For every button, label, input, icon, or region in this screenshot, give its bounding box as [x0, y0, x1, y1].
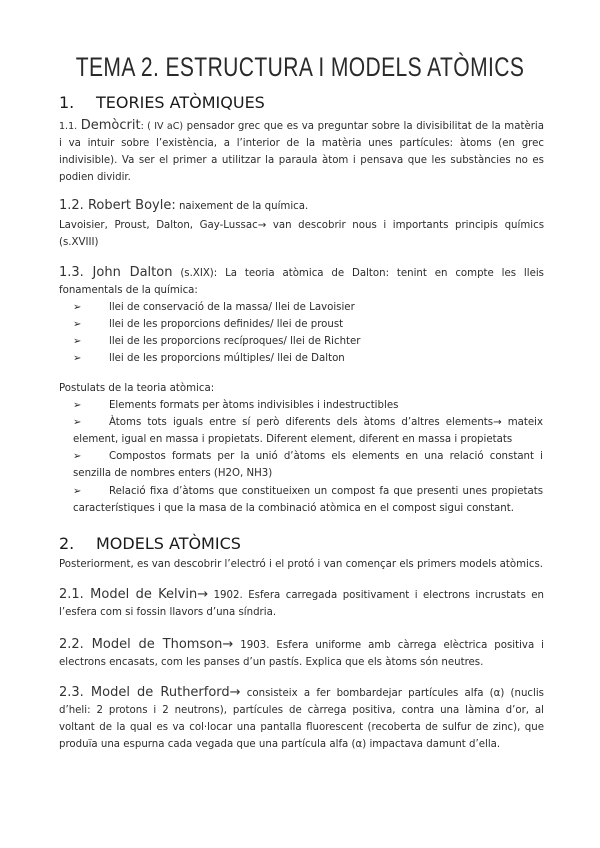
boyle-paragraph: Lavoisier, Proust, Dalton, Gay-Lussac→ van descobrir nous i importants principis químics (s.XVIII): [59, 220, 544, 248]
list-item: [73, 414, 543, 448]
arrow-bullet-icon: ➢: [73, 417, 82, 428]
arrow-bullet-icon: ➢: [73, 302, 82, 313]
law-text: llei de les proporcions recíproques/ llei de Richter: [109, 336, 361, 347]
list-item: [73, 397, 543, 414]
models-intro: Posteriorment, es van descobrir l’electró i el protó i van començar els primers models atòmics.: [59, 559, 544, 570]
thomson-paragraph: [59, 636, 544, 671]
list-item: [73, 448, 543, 482]
arrow-bullet-icon: ➢: [73, 400, 82, 411]
dalton-date: (s.XIX):: [172, 268, 218, 279]
postulate-text: Elements formats per àtoms indivisibles i indestructibles: [109, 400, 399, 411]
boyle-heading: [59, 197, 544, 215]
dalton-text: La teoria atòmica de Dalton: tenint en compte les lleis fonamentals de la química:: [59, 268, 544, 296]
postulate-text: Relació fixa d’àtoms que constitueixen un compost fa que presenti unes propietats característiques i que la masa de la combinació atòmica en el compost sigui constant.: [73, 486, 543, 514]
arrow-bullet-icon: ➢: [73, 353, 82, 364]
page-title: TEMA 2. ESTRUCTURA I MODELS ATÒMICS: [75, 52, 525, 82]
list-item: [73, 316, 543, 333]
section-2-heading: [59, 534, 241, 553]
arrow-bullet-icon: ➢: [73, 319, 82, 330]
thomson-year: 1903.: [233, 640, 270, 651]
arrow-bullet-icon: ➢: [73, 486, 82, 497]
democrit-paragraph: [59, 117, 544, 186]
list-item: [73, 333, 543, 350]
section-2-number: 2.: [59, 534, 75, 553]
list-item: [73, 350, 543, 367]
kelvin-text: Esfera carregada positivament i electrons incrustats en l’esfera com si fossin llavors d’una síndria.: [59, 590, 544, 618]
democrit-number: 1.1.: [59, 121, 78, 132]
democrit-date: : ( IV aC): [140, 121, 184, 132]
list-item: [73, 299, 543, 316]
section-1-heading: [59, 93, 265, 112]
section-1-number: 1.: [59, 93, 75, 112]
rutherford-name: 2.3. Model de Rutherford→: [59, 685, 241, 700]
postulates-intro: Postulats de la teoria atòmica:: [59, 383, 215, 394]
boyle-note: naixement de la química.: [175, 201, 309, 212]
law-text: llei de les proporcions múltiples/ llei de Dalton: [109, 353, 345, 364]
kelvin-name: 2.1. Model de Kelvin→: [59, 587, 209, 602]
thomson-name: 2.2. Model de Thomson→: [59, 637, 234, 652]
section-2-title: MODELS ATÒMICS: [96, 534, 241, 553]
thomson-text: Esfera uniforme amb càrrega elèctrica positiva i electrons encasats, com les panses d’un pastís. Explica que els àtoms són neutres.: [59, 640, 544, 668]
postulate-text: Compostos formats per la unió d’àtoms els elements en una relació constant i senzilla de nombres enters (H2O, NH3): [73, 451, 543, 479]
section-1-title: TEORIES ATÒMIQUES: [96, 93, 265, 112]
rutherford-paragraph: [59, 684, 544, 753]
kelvin-year: 1902.: [208, 590, 243, 601]
dalton-name: 1.3. John Dalton: [59, 265, 173, 280]
arrow-bullet-icon: ➢: [73, 336, 82, 347]
arrow-bullet-icon: ➢: [73, 451, 82, 462]
rutherford-text: consisteix a fer bombardejar partícules alfa (α) (nuclis d’heli: 2 protons i 2 neutrons), partícules de càrrega positiva, contra una làmina d’or, al voltant de la qual es va col·locar una pantalla fluorescent (recoberta de sulfur de zinc), que produïa una espurna cada vegada que una partícula alfa (α) impactava damunt d’ella.: [59, 688, 544, 750]
kelvin-paragraph: [59, 586, 544, 621]
democrit-name: Demòcrit: [80, 118, 141, 133]
boyle-name: 1.2. Robert Boyle:: [59, 198, 176, 213]
list-item: [73, 483, 543, 517]
law-text: llei de les proporcions definides/ llei de proust: [109, 319, 344, 330]
law-text: llei de conservació de la massa/ llei de Lavoisier: [109, 302, 355, 313]
democrit-text: pensador grec que es va preguntar sobre la divisibilitat de la matèria i va intuir sobre l’existència, a l’interior de la matèria unes partícules: àtoms (en grec indivisible). Va ser el primer a utilitzar la paraula àtom i pensava que les substàncies no es podien dividir.: [59, 121, 544, 183]
postulate-text: Àtoms tots iguals entre sí però diferents dels àtoms d’altres elements→ mateix element, igual en massa i propietats. Diferent element, diferent en massa i propietats: [73, 417, 543, 445]
dalton-paragraph: [59, 264, 544, 299]
